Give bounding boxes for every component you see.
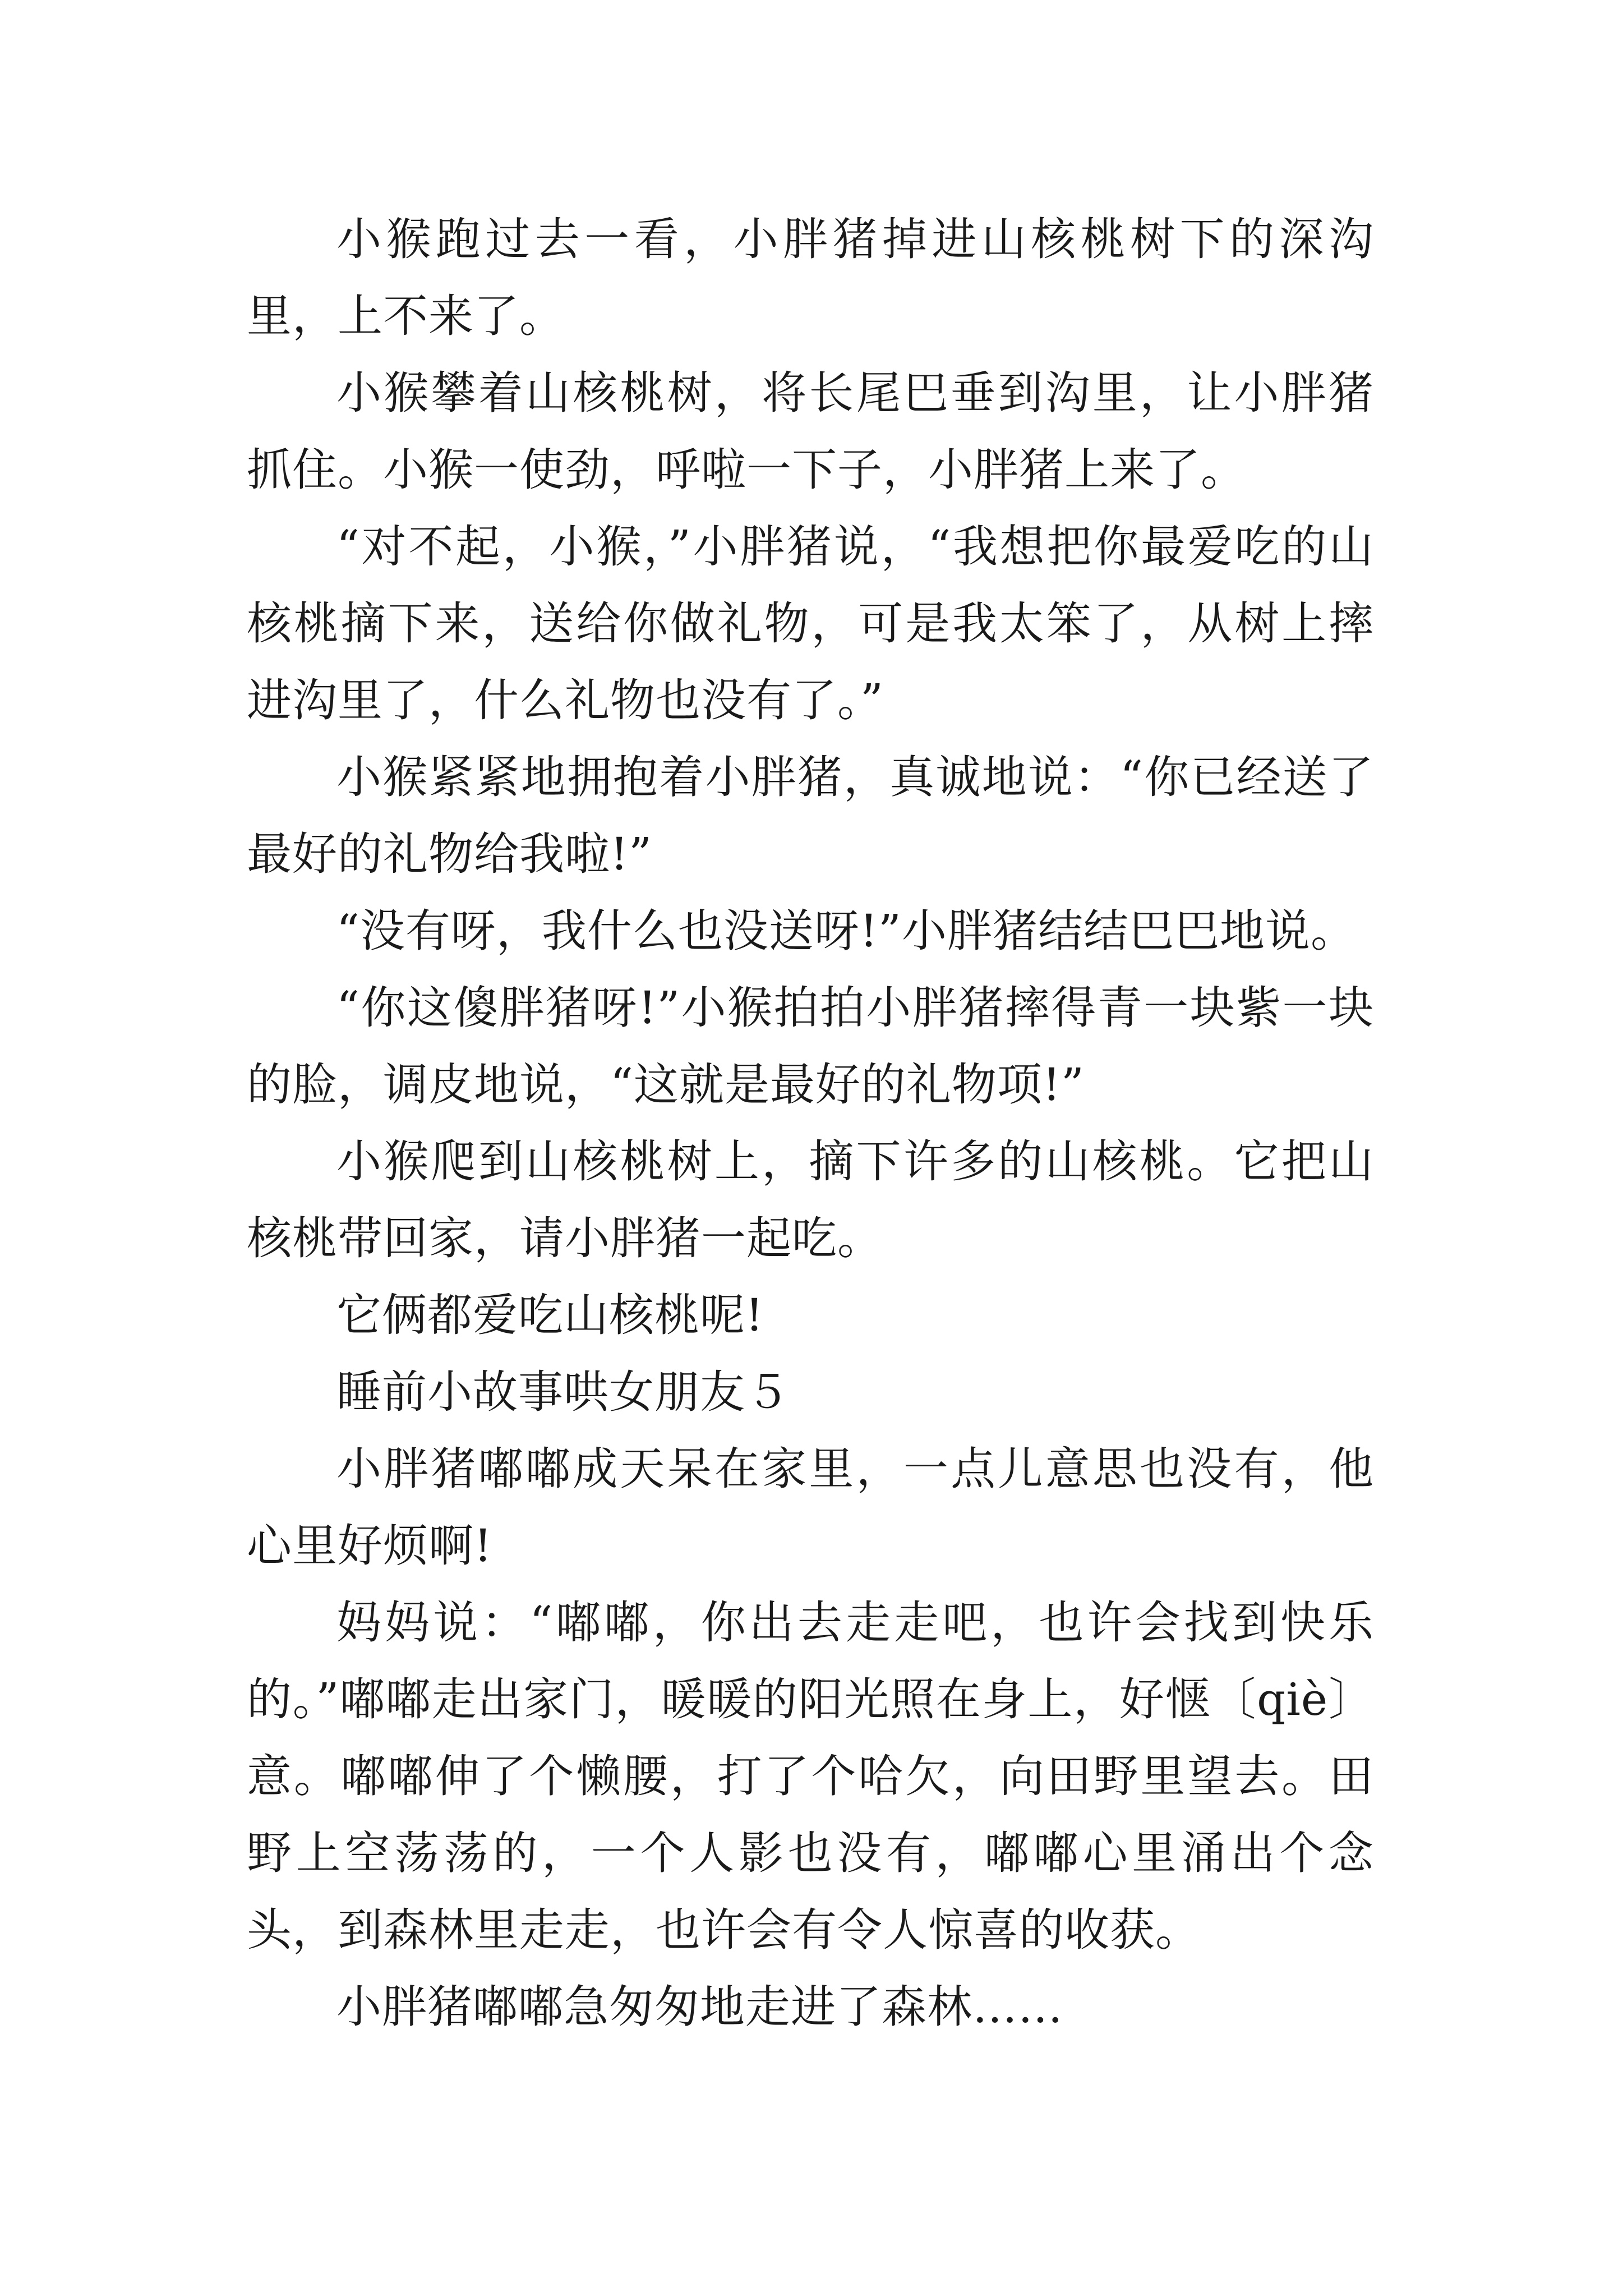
paragraph: “对不起，小猴，”小胖猪说，“我想把你最爱吃的山核桃摘下来，送给你做礼物，可是我太笨了，从树上摔进沟里了，什么礼物也没有了。”: [247, 521, 1374, 726]
document-body: [247, 201, 1374, 2045]
section-heading: 睡前小故事哄女朋友５: [336, 1366, 791, 1418]
paragraph: 妈妈说：“嘟嘟，你出去走走吧，也许会找到快乐的。”嘟嘟走出家门，暖暖的阳光照在身上，好惬〔qiè〕意。嘟嘟伸了个懒腰，打了个哈欠，向田野里望去。田野上空荡荡的，一个人影也没有，嘟嘟心里涌出个念头，到森林里走走，也许会有令人惊喜的收获。: [247, 1596, 1374, 1956]
paragraph: “没有呀，我什么也没送呀!”小胖猪结结巴巴地说。: [336, 905, 1356, 957]
paragraph: 小猴跑过去一看，小胖猪掉进山核桃树下的深沟里，上不来了。: [247, 213, 1374, 342]
paragraph: 它俩都爱吃山核桃呢!: [336, 1289, 764, 1341]
paragraph: “你这傻胖猪呀!”小猴拍拍小胖猪摔得青一块紫一块的脸，调皮地说，“这就是最好的礼物项!”: [247, 982, 1374, 1111]
paragraph: 小猴爬到山核桃树上，摘下许多的山核桃。它把山核桃带回家，请小胖猪一起吃。: [247, 1135, 1374, 1264]
paragraph: 小猴紧紧地拥抱着小胖猪，真诚地说：“你已经送了最好的礼物给我啦!”: [247, 751, 1374, 880]
paragraph: 小胖猪嘟嘟成天呆在家里，一点儿意思也没有，他心里好烦啊!: [247, 1443, 1374, 1572]
paragraph: 小猴攀着山核桃树，将长尾巴垂到沟里，让小胖猪抓住。小猴一使劲，呼啦一下子，小胖猪上来了。: [247, 367, 1374, 496]
paragraph: 小胖猪嘟嘟急匆匆地走进了森林……: [336, 1981, 1063, 2033]
